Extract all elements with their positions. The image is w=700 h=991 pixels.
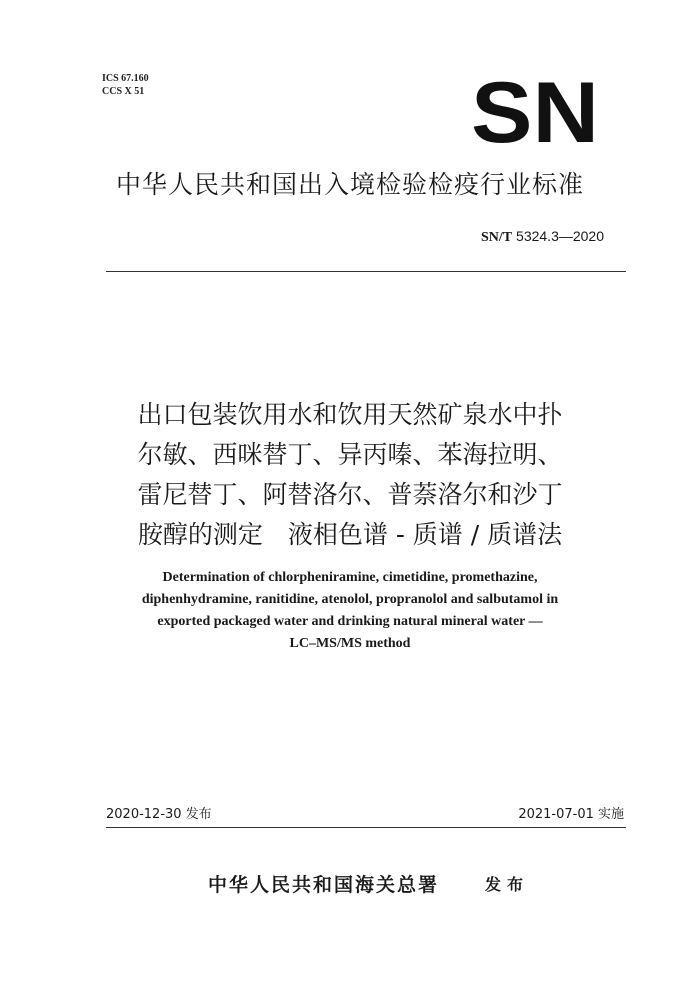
standard-number-prefix: SN/T [481,230,513,245]
implementation-date: 2021-07-01 实施 [518,807,624,822]
chinese-title-line: 胺醇的测定 液相色谱 - 质谱 / 质谱法 [137,520,563,549]
english-title-line: diphenhydramine, ranitidine, atenolol, propranolol and salbutamol in [141,592,559,607]
classification-codes [102,72,149,98]
sn-logo-text: SN [471,76,599,148]
standard-number-value: 5324.3—2020 [516,228,604,244]
publisher-name: 中华人民共和国海关总署 [208,874,440,896]
bottom-divider [106,827,626,828]
english-title-line: Determination of chlorpheniramine, cimetidine, promethazine, [162,570,538,585]
chinese-title-line: 雷尼替丁、阿替洛尔、普萘洛尔和沙丁 [137,480,563,509]
ccs-code: CCS X 51 [102,86,145,97]
series-title: 中华人民共和国出入境检验检疫行业标准 [115,170,584,199]
sn-logo [470,76,600,148]
chinese-title [0,395,700,555]
chinese-title-line: 出口包装饮用水和饮用天然矿泉水中扑 [137,400,563,429]
top-divider [106,271,626,272]
publish-label: 发布 [485,875,530,894]
english-title-line: exported packaged water and drinking natural mineral water — [157,614,543,629]
chinese-title-line: 尔敏、西咪替丁、异丙嗪、苯海拉明、 [137,440,563,469]
english-title-line: LC–MS/MS method [289,636,411,651]
english-title [0,567,700,655]
standard-number [481,228,604,246]
issue-date: 2020-12-30 发布 [106,807,212,822]
ics-code: ICS 67.160 [102,73,149,84]
